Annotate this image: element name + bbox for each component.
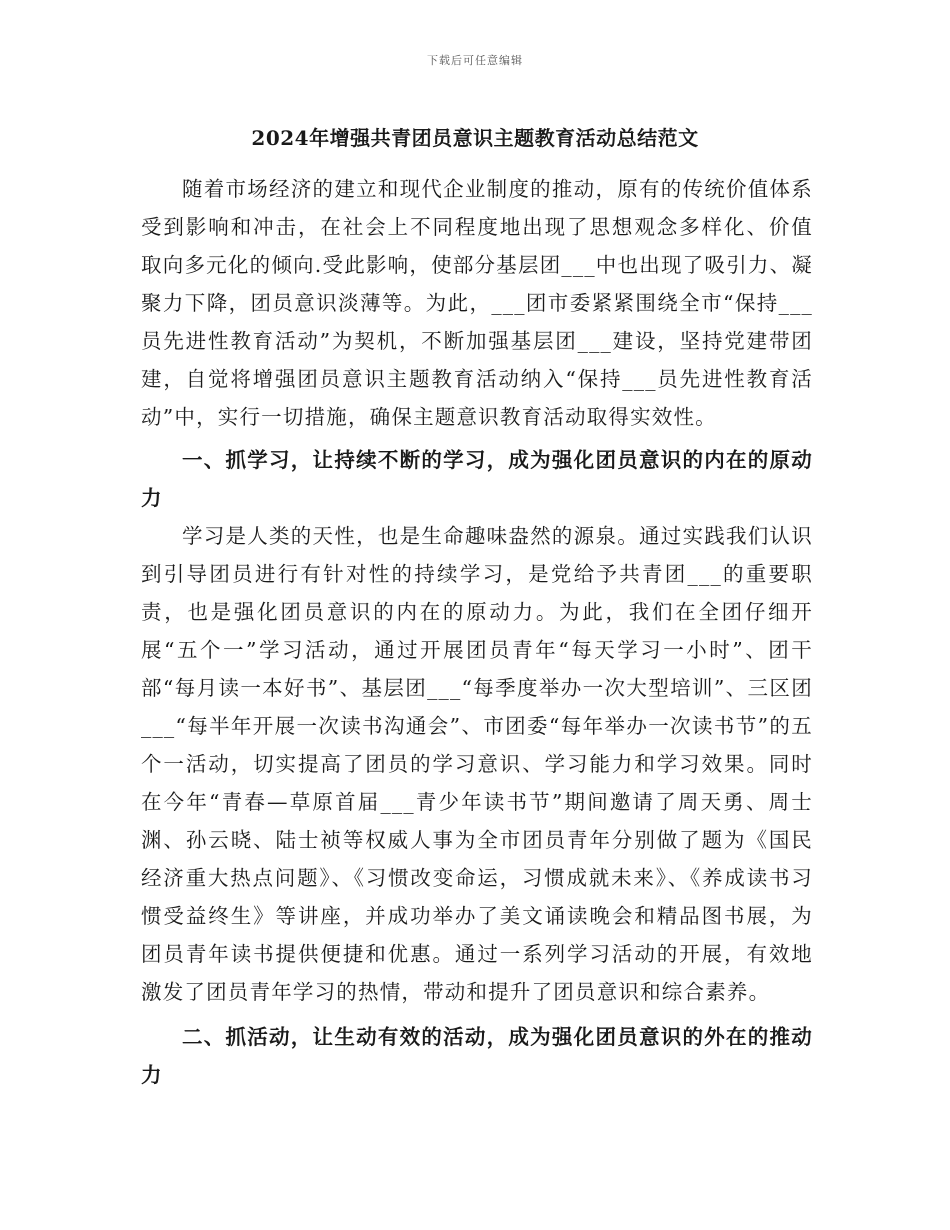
section-1-body: 学习是人类的天性，也是生命趣味盎然的源泉。通过实践我们认识到引导团员进行有针对性的持续学习，是党给予共青团___的重要职责，也是强化团员意识的内在的原动力。为此，我们在全团仔细开展“五个一”学习活动，通过开展团员青年“每天学习一小时”、团干部“每月读一本好书”、基层团___“每季度举办一次大型培训”、三区团___“每半年开展一次读书沟通会”、市团委“每年举办一次读书节”的五个一活动，切实提高了团员的学习意识、学习能力和学习效果。同时在今年“青春—草原首届___青少年读书节”期间邀请了周天勇、周士渊、孙云晓、陆士祯等权威人事为全市团员青年分别做了题为《国民经济重大热点问题》、《习惯改变命运，习惯成就未来》、《养成读书习惯受益终生》等讲座，并成功举办了美文诵读晚会和精品图书展，为团员青年读书提供便捷和优惠。通过一系列学习活动的开展，有效地激发了团员青年学习的热情，带动和提升了团员意识和综合素养。 [141, 524, 813, 1004]
section-2-heading: 二、抓活动，让生动有效的活动，成为强化团员意识的外在的推动力 [141, 1025, 813, 1087]
document-body [141, 170, 813, 1094]
intro-paragraph: 随着市场经济的建立和现代企业制度的推动，原有的传统价值体系受到影响和冲击，在社会上不同程度地出现了思想观念多样化、价值取向多元化的倾向.受此影响，使部分基层团___中也出现了吸引力、凝聚力下降，团员意识淡薄等。为此，___团市委紧紧围绕全市“保持___员先进性教育活动”为契机，不断加强基层团___建设，坚持党建带团建，自觉将增强团员意识主题教育活动纳入“保持___员先进性教育活动”中，实行一切措施，确保主题意识教育活动取得实效性。 [141, 177, 813, 429]
section-1-heading: 一、抓学习，让持续不断的学习，成为强化团员意识的内在的原动力 [141, 448, 813, 510]
document-title: 2024年增强共青团员意识主题教育活动总结范文 [251, 126, 699, 150]
header-note: 下载后可任意编辑 [427, 54, 523, 67]
